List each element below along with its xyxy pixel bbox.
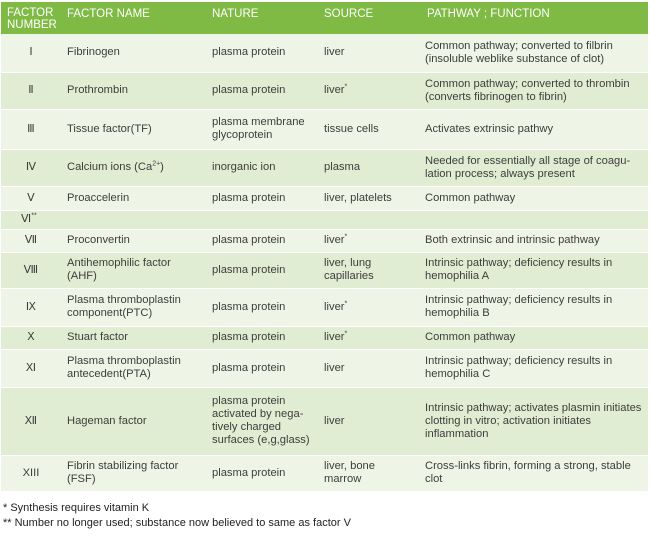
factor-pathway: Intrinsic pathway; deficiency results in hemophilia A xyxy=(421,252,648,288)
factor-pathway: Intrinsic pathway; deficiency results in hemophilia C xyxy=(421,349,648,387)
vitamin-k-mark: * xyxy=(344,233,348,241)
factor-source xyxy=(318,210,421,229)
vitamin-k-mark: * xyxy=(344,83,348,91)
factor-pathway: Common pathway; converted to thrombin (converts fibrinogen to fibrin) xyxy=(421,72,648,109)
header-source: SOURCE xyxy=(318,2,421,34)
factor-name: Proconvertin xyxy=(61,229,206,252)
header-pathway: PATHWAY ; FUNCTION xyxy=(421,2,648,34)
factor-nature: plasma membrane glycoprotein xyxy=(206,109,318,149)
factor-number: Ⅻ xyxy=(1,387,61,455)
factor-source: liver, lung capillaries xyxy=(318,252,421,288)
header-nature: NATURE xyxy=(206,2,318,34)
factor-pathway xyxy=(421,210,648,229)
factor-pathway: Needed for essentially all stage of coagu-lation process; always present xyxy=(421,149,648,186)
factor-source: liver* xyxy=(318,288,421,326)
table-row xyxy=(1,387,648,455)
factor-name: Tissue factor(TF) xyxy=(61,109,206,149)
factor-number: Ⅹ xyxy=(1,326,61,349)
factor-nature: plasma protein xyxy=(206,186,318,210)
factor-name: Stuart factor xyxy=(61,326,206,349)
table-row xyxy=(1,455,648,491)
factor-source: liver xyxy=(318,34,421,72)
factor-number: Ⅴ xyxy=(1,186,61,210)
factor-source: liver, bone marrow xyxy=(318,455,421,491)
factor-source: liver* xyxy=(318,326,421,349)
factor-nature: plasma protein xyxy=(206,349,318,387)
table-row xyxy=(1,229,648,252)
table-row xyxy=(1,349,648,387)
footnotes xyxy=(3,501,351,531)
factor-name: Antihemophilic factor (AHF) xyxy=(61,252,206,288)
factor-pathway: Both extrinsic and intrinsic pathway xyxy=(421,229,648,252)
factor-nature: plasma protein activated by nega-tively charged surfaces (e,g,glass) xyxy=(206,387,318,455)
factor-source: liver xyxy=(318,349,421,387)
factor-source: liver* xyxy=(318,229,421,252)
table-row xyxy=(1,252,648,288)
unused-number-mark: ** xyxy=(31,212,37,220)
table-row xyxy=(1,326,648,349)
factor-nature: plasma protein xyxy=(206,326,318,349)
footnote-vitamin-k: * Synthesis requires vitamin K xyxy=(3,502,150,514)
factor-pathway: Common pathway; converted to filbrin (insoluble weblike substance of clot) xyxy=(421,34,648,72)
factor-name: Proaccelerin xyxy=(61,186,206,210)
table-row xyxy=(1,34,648,72)
footnote-unused-number: ** Number no longer used; substance now believed to same as factor V xyxy=(3,517,351,529)
table-row xyxy=(1,149,648,186)
factor-pathway: Intrinsic pathway; activates plasmin initiates clotting in vitro; activation initiates inflammation xyxy=(421,387,648,455)
factor-source: liver, platelets xyxy=(318,186,421,210)
factor-name: Fibrinogen xyxy=(61,34,206,72)
header-factor-number: FACTOR NUMBER xyxy=(1,2,61,34)
factor-number: Ⅷ xyxy=(1,252,61,288)
factor-number: Ⅺ xyxy=(1,349,61,387)
table-body xyxy=(1,34,648,491)
table-row xyxy=(1,288,648,326)
factor-nature: plasma protein xyxy=(206,34,318,72)
factor-name: Calcium ions $(Ca^{2+})$ xyxy=(61,149,206,186)
factor-name: Plasma thromboplastin antecedent(PTA) xyxy=(61,349,206,387)
factor-number: Ⅲ xyxy=(1,109,61,149)
vitamin-k-mark: * xyxy=(344,330,348,338)
factor-name: Prothrombin xyxy=(61,72,206,109)
vitamin-k-mark: * xyxy=(344,299,348,307)
factor-nature: plasma protein xyxy=(206,252,318,288)
factor-nature: plasma protein xyxy=(206,72,318,109)
factor-source: plasma xyxy=(318,149,421,186)
factor-source: liver* xyxy=(318,72,421,109)
factor-name: Plasma thromboplastin component(PTC) xyxy=(61,288,206,326)
factor-number: Ⅳ xyxy=(1,149,61,186)
table-row xyxy=(1,72,648,109)
coagulation-factors-table xyxy=(1,2,648,492)
factor-number: XIII xyxy=(1,455,61,491)
factor-nature: plasma protein xyxy=(206,455,318,491)
factor-nature: inorganic ion xyxy=(206,149,318,186)
header-factor-name: FACTOR NAME xyxy=(61,2,206,34)
factor-nature: plasma protein xyxy=(206,288,318,326)
factor-pathway: Common pathway xyxy=(421,186,648,210)
factor-nature xyxy=(206,210,318,229)
factor-source: liver xyxy=(318,387,421,455)
factor-pathway: Intrinsic pathway; deficiency results in hemophilia B xyxy=(421,288,648,326)
factor-source: tissue cells xyxy=(318,109,421,149)
factor-number: Ⅶ xyxy=(1,229,61,252)
factor-nature: plasma protein xyxy=(206,229,318,252)
factor-number: Ⅰ xyxy=(1,34,61,72)
factor-number: Ⅸ xyxy=(1,288,61,326)
factor-number: Ⅱ xyxy=(1,72,61,109)
table-row xyxy=(1,186,648,210)
factor-pathway: Cross-links fibrin, forming a strong, stable clot xyxy=(421,455,648,491)
factor-number: Ⅵ** xyxy=(1,210,61,229)
table-row xyxy=(1,210,648,229)
factor-name: Fibrin stabilizing factor (FSF) xyxy=(61,455,206,491)
table-header xyxy=(1,2,648,34)
factor-pathway: Activates extrinsic pathwy xyxy=(421,109,648,149)
factor-name xyxy=(61,210,206,229)
factor-name: Hageman factor xyxy=(61,387,206,455)
factor-pathway: Common pathway xyxy=(421,326,648,349)
table-row xyxy=(1,109,648,149)
